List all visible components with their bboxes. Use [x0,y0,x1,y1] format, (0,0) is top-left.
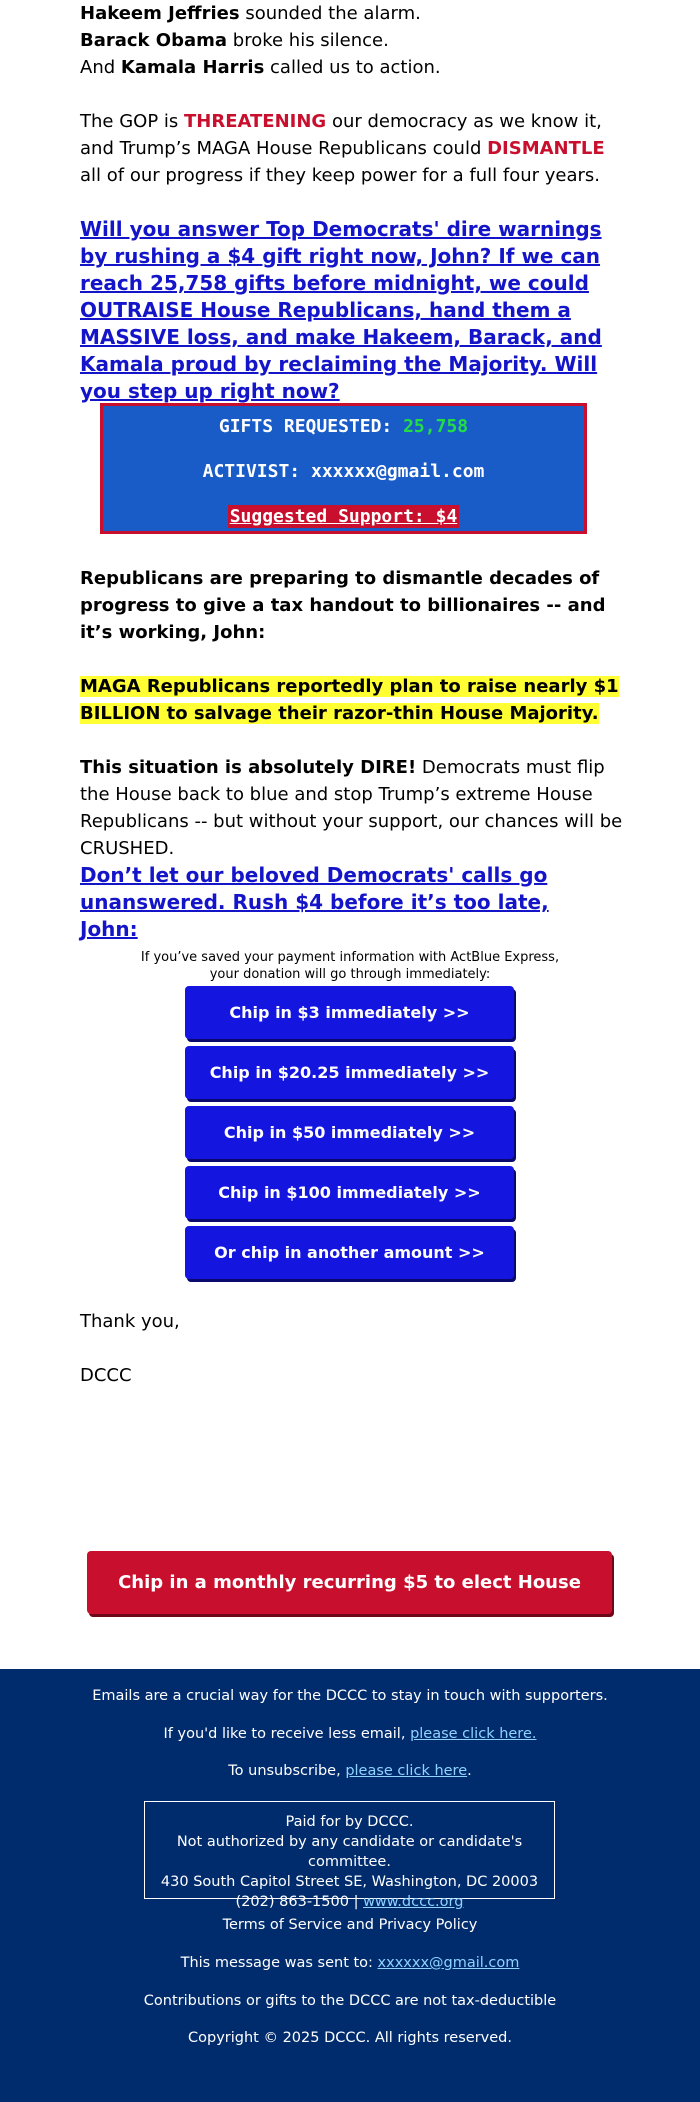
intro-line-1 [80,0,441,27]
dire-text: Democrats must flip the House back to blue and stop Trump’s extreme House Republicans -- but without your support, our chances will be CRUSHED. [80,757,623,859]
express-note-line-2: your donation will go through immediately: [209,967,491,982]
express-note [130,949,570,983]
intro-line-2-text: broke his silence. [227,30,389,51]
copyright: Copyright © 2025 DCCC. All rights reserved. [188,2030,512,2046]
address-line: 430 South Capitol Street SE, Washington, DC 20003 [160,1874,539,1890]
sent-to-email-link[interactable]: xxxxxx@gmail.com [377,1955,520,1971]
suggested-support-link[interactable]: Suggested Support: $4 [229,506,458,527]
gifts-requested [103,416,584,437]
dire-paragraph [80,754,625,862]
dont-let-link[interactable]: Don’t let our beloved Democrats' calls go unanswered. Rush $4 before it’s too late, John: [80,863,549,941]
harris-name: Kamala Harris [120,57,265,78]
ask-heading-link[interactable]: Will you answer Top Democrats' dire warnings by rushing a $4 gift right now, John? If we can reach 25,758 gifts before midnight, we could OUTRAISE House Republicans, hand them a MASSIVE loss, and make Hakeem, Barack, and Kamala proud by reclaiming the Majority. Will you step up right now? [80,217,602,403]
chip-in-3-button[interactable]: Chip in $3 immediately >> [185,986,514,1039]
gifts-requested-value: 25,758 [403,416,469,437]
terms-link[interactable]: Terms of Service and Privacy Policy [222,1917,478,1933]
chip-in-50-button[interactable]: Chip in $50 immediately >> [185,1106,514,1159]
jeffries-name: Hakeem Jeffries [80,3,240,24]
sent-to-text: This message was sent to: [180,1955,378,1971]
paid-for-line: Paid for by DCCC. [285,1814,414,1830]
monthly-recurring-button[interactable]: Chip in a monthly recurring $5 to elect House Dems >> [87,1551,612,1614]
intro-line-3-pre: And [80,57,121,78]
footer-less-email [0,1726,700,1742]
sent-to-line [0,1955,700,1971]
thank-you: Thank you, [80,1311,180,1332]
republicans-paragraph: Republicans are preparing to dismantle decades of progress to give a tax handout to billionaires -- and it’s working, John: [80,568,606,643]
phone-number: (202) 863-1500 | [235,1894,364,1910]
gop-paragraph [80,108,625,189]
less-email-text: If you'd like to receive less email, [163,1726,411,1742]
dire-bold: This situation is absolutely DIRE! [80,757,417,778]
signature: DCCC [80,1365,132,1386]
intro-line-3 [80,54,441,81]
gop-text-3: all of our progress if they keep power for a full four years. [80,165,601,186]
footer-crucial: Emails are a crucial way for the DCCC to stay in touch with supporters. [92,1688,608,1704]
footer-unsubscribe [0,1763,700,1779]
paid-for-box [144,1801,555,1910]
intro-line-2 [80,27,441,54]
phone-website-line [145,1892,554,1912]
threatening-word: THREATENING [184,111,327,132]
chip-in-20-button[interactable]: Chip in $20.25 immediately >> [185,1046,514,1099]
other-amount-button[interactable]: Or chip in another amount >> [185,1226,514,1279]
activist-line [103,461,584,482]
unsubscribe-text: To unsubscribe, [228,1763,346,1779]
chip-in-100-button[interactable]: Chip in $100 immediately >> [185,1166,514,1219]
express-note-line-1: If you’ve saved your payment information with ActBlue Express, [140,950,560,965]
obama-name: Barack Obama [80,30,228,51]
not-authorized-line: Not authorized by any candidate or candidate's committee. [176,1834,523,1870]
intro-line-1-text: sounded the alarm. [239,3,421,24]
unsubscribe-period: . [467,1763,472,1779]
highlighted-text: MAGA Republicans reportedly plan to raise nearly $1 BILLION to salvage their razor-thin House Majority. [80,676,619,724]
tax-note: Contributions or gifts to the DCCC are not tax-deductible [143,1993,557,2009]
gop-text-1: The GOP is [80,111,184,132]
highlight-paragraph [80,673,625,727]
gop-text-2: our democracy as we know it, and Trump’s MAGA House Republicans could [80,111,602,159]
website-link[interactable]: www.dccc.org [363,1894,464,1910]
unsubscribe-link[interactable]: please click here [345,1763,468,1779]
activist-email: xxxxxx@gmail.com [310,461,485,482]
suggested-line [103,506,584,527]
footer [0,1669,700,2102]
intro-block [80,0,441,81]
intro-line-3-text: called us to action. [264,57,441,78]
gifts-requested-label: GIFTS REQUESTED: [218,416,404,437]
dismantle-word: DISMANTLE [487,138,605,159]
activist-label: ACTIVIST: [202,461,311,482]
less-email-link[interactable]: please click here. [410,1726,537,1742]
gift-counter-box [100,403,587,534]
